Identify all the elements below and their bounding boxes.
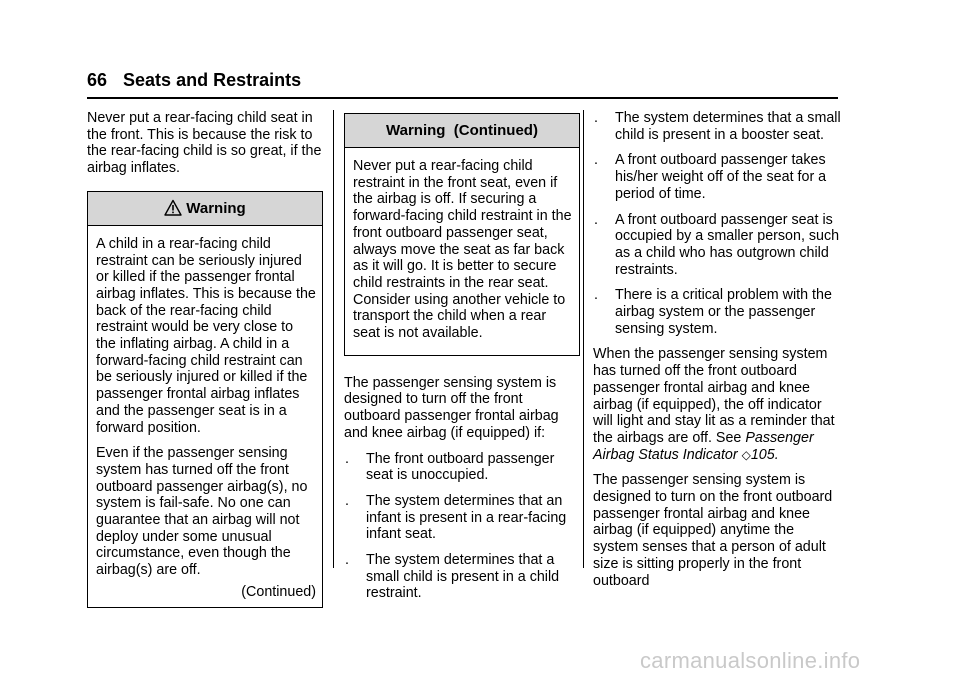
bullet-symbol: . xyxy=(594,152,598,169)
sensing-paragraph: The passenger sensing system is designed to turn off the front outboard passenger frontal airbag and knee airbag (if equipped) if: xyxy=(344,374,559,441)
column-1 xyxy=(87,110,323,608)
bullet-symbol: . xyxy=(594,110,598,126)
list-item: . The front outboard passenger seat is unoccupied. xyxy=(345,450,555,484)
list-item: . The system determines that a small child is present in a child restraint. xyxy=(345,552,560,602)
warning-continued-text: Never put a rear-facing child restraint in the front seat, even if the airbag is off. If securing a forward-facing child restraint in the front outboard passenger seat, always move the seat as far back as it will go. It is better to secure child restraints in the rear seat. Consider using another vehicle to transport the child when a rear seat is not available. xyxy=(353,158,572,342)
warning-paragraph-1: A child in a rear-facing child restraint can be seriously injured or killed if the passenger frontal airbag inflates. This is because the back of the rear-facing child restraint would be very close to the inflating airbag. A child in a forward-facing child restraint can be seriously injured or killed if the passenger frontal airbag inflates and the passenger seat is in a forward position. xyxy=(96,235,316,436)
column-divider-1 xyxy=(333,110,334,568)
page-number: 66 xyxy=(87,70,108,90)
list-item: . The system determines that an infant is present in a rear-facing infant seat. xyxy=(345,492,567,543)
warning-body xyxy=(88,226,322,607)
continued-label: (Continued) xyxy=(241,583,316,600)
bullet-symbol: . xyxy=(345,492,349,509)
warning-header xyxy=(88,192,322,226)
header-rule xyxy=(87,97,838,99)
intro-paragraph: Never put a rear-facing child seat in the front. This is because the risk to the rear-facing child is so great, if the airbag inflates. xyxy=(87,110,322,177)
column-divider-2 xyxy=(583,110,584,568)
turn-on-paragraph: The passenger sensing system is designed to turn on the front outboard passenger frontal airbag and knee airbag (if equipped) anytime the system senses that a person of adult size is sitting properly in the front outboard xyxy=(593,472,833,589)
warning-title: Warning xyxy=(186,199,246,217)
indicator-paragraph: When the passenger sensing system has turned off the front outboard passenger frontal airbag and knee airbag (if equipped), the off indicator will light and stay lit as a reminder that the airbags are off. See Passenger Airbag Status Indicator ◇105. xyxy=(593,346,835,463)
page-reference-icon: ◇ xyxy=(741,447,751,462)
column-2 xyxy=(344,113,580,611)
bullet-symbol: . xyxy=(345,450,349,467)
warning-triangle-icon xyxy=(164,196,182,229)
section-title: Seats and Restraints xyxy=(123,70,302,90)
warning-box xyxy=(87,191,323,608)
page-header xyxy=(87,70,837,91)
bullet-symbol: . xyxy=(594,211,598,228)
column-3 xyxy=(593,110,843,598)
bullet-symbol: . xyxy=(345,552,349,569)
list-item: . The system determines that a small child is present in a booster seat. xyxy=(594,110,841,143)
list-item: . A front outboard passenger seat is occupied by a smaller person, such as a child who has outgrown child restraints. xyxy=(594,211,840,278)
warning-continued-box xyxy=(344,113,580,356)
page-reference[interactable]: 105. xyxy=(750,446,779,463)
warning-continued-body xyxy=(345,148,579,355)
warning-continued-header: Warning (Continued) xyxy=(345,114,579,148)
warning-paragraph-2: Even if the passenger sensing system has turned off the front outboard passenger airbag(s), no system is fail-safe. No one can guarantee that an airbag will not deploy under some unusual circumstance, even though the airbag(s) are off. xyxy=(96,445,308,579)
watermark: carmanualsonline.info xyxy=(640,648,861,673)
cross-reference-link[interactable]: Passenger Airbag Status Indicator xyxy=(593,429,814,463)
list-item: . A front outboard passenger takes his/her weight off of the seat for a period of time. xyxy=(594,152,827,202)
list-item: . There is a critical problem with the airbag system or the passenger sensing system. xyxy=(594,287,832,337)
bullet-symbol: . xyxy=(594,287,598,304)
